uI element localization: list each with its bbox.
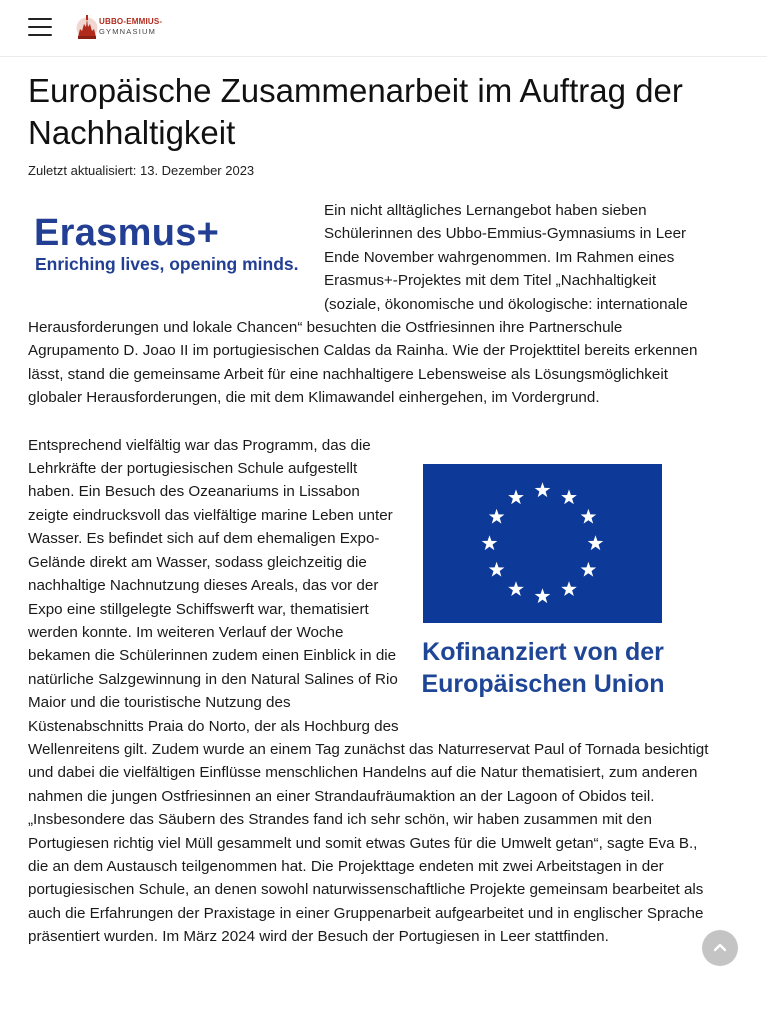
eu-star-icon bbox=[561, 581, 577, 596]
erasmus-title: Erasmus+ bbox=[34, 212, 220, 254]
eu-star-icon bbox=[508, 581, 524, 596]
eu-flag-icon bbox=[423, 464, 662, 623]
eu-star-icon bbox=[581, 561, 597, 576]
eu-cofunded-logo bbox=[410, 438, 710, 728]
eu-star-icon bbox=[535, 482, 551, 497]
chevron-up-icon bbox=[712, 941, 728, 955]
paragraph-program: Entsprechend vielfältig war das Programm, das die Lehrkräfte der portugiesischen Schule aufgestellt haben. Ein Besuch des Ozeanariums in Lissabon zeigte eindrucksvoll das vielfältige marine Leben unter Wasser. Es befindet sich auf dem ehemaligen Expo-Gelände direkt am Wasser, sodass gleichzeitig die nachhaltige Nachnutzung dieses Areals, das vor der Expo eine stillgelegte Schiffswerft war, thematisiert werden konnte. Im weiteren Verlauf der Woche bekamen die Schülerinnen zudem einen Einblick in die natürliche Salzgewinnung in den Natural Salines of Rio Maior und die touristische Nutzung des Küstenabschnitts Praia do Norto, der als Hochburg des Wellenreitens gilt. Zudem wurde an einem Tag zunächst das Naturreservat Paul of Tornada besichtigt und dabei die vielfältigen Einflüsse menschlichen Handelns auf die Natur thematisiert, zum anderen nahmen die jungen Ostfriesinnen an einer Strandaufräumaktion an der Lagoon of Obidos teil. „Insbesondere das Säubern des Strandes fand ich sehr schön, wir haben zusammen mit den Portugiesen richtig viel Müll gesammelt und somit etwas Gutes für die Umwelt getan“, sagte Eva B., die an dem Austausch teilgenommen hat. Die Projekttage endeten mit zwei Arbeitstagen in der portugiesischen Schule, an denen sowohl naturwissenschaftliche Projekte gemeinsam bearbeitet als auch die Erfahrungen der Praxistage in einer Gruppenarbeit aufgearbeitet und in englischer Sprache präsentiert wurden. Im März 2024 wird der Besuch der Portugiesen in Leer stattfinden. bbox=[28, 436, 709, 946]
article-content bbox=[28, 199, 710, 973]
site-logo[interactable] bbox=[76, 13, 168, 43]
eu-star-icon bbox=[588, 535, 604, 550]
eu-star-icon bbox=[535, 588, 551, 603]
hamburger-menu-icon[interactable] bbox=[28, 18, 52, 36]
site-header bbox=[0, 0, 767, 57]
erasmus-tagline: Enriching lives, opening minds. bbox=[35, 254, 299, 274]
erasmus-logo bbox=[28, 199, 318, 311]
eu-star-icon bbox=[561, 489, 577, 504]
eu-star-icon bbox=[489, 508, 505, 523]
eu-star-icon bbox=[508, 489, 524, 504]
logo-line2: GYMNASIUM bbox=[99, 27, 157, 36]
eu-star-icon bbox=[489, 561, 505, 576]
article-title: Europäische Zusammenarbeit im Auftrag der Nachhaltigkeit bbox=[28, 72, 683, 151]
eu-text-line1: Kofinanziert von der bbox=[422, 637, 664, 666]
eu-text-line2: Europäischen Union bbox=[421, 669, 665, 698]
last-updated: Zuletzt aktualisiert: 13. Dezember 2023 bbox=[28, 163, 255, 178]
eu-star-icon bbox=[482, 535, 498, 550]
scroll-to-top-button[interactable] bbox=[702, 930, 738, 966]
logo-line1: UBBO-EMMIUS- bbox=[99, 17, 163, 26]
school-emblem-icon bbox=[76, 13, 98, 41]
eu-star-icon bbox=[581, 508, 597, 523]
paragraph-intro: Ein nicht alltägliches Lernangebot haben sieben Schülerinnen des Ubbo-Emmius-Gymnasiums in Leer Ende November wahrgenommen. Im Rahmen eines Erasmus+-Projektes mit dem Titel „Nachhaltigkeit (soziale, ökonomische und ökologische: internationale Herausforderungen und lokale Chancen“ besuchten die Ostfriesinnen ihre Partnerschule Agrupamento D. Joao II im portugiesischen Caldas da Rainha. Wie der Projekttitel bereits erkennen lässt, stand die gemeinsame Arbeit für eine nachhaltigere Lebensweise als Lösungsmöglichkeit globaler Herausforderungen, die mit dem Klimawandel einhergehen, im Vordergrund. bbox=[28, 202, 698, 407]
